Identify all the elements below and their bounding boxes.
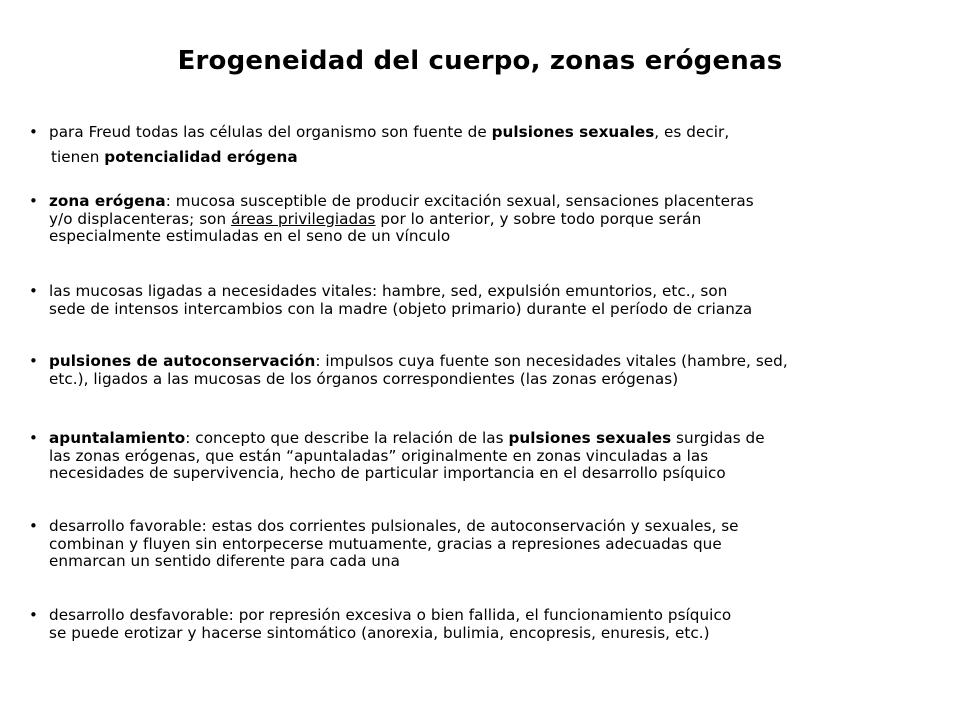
bullet-text	[49, 283, 957, 318]
text-segment: surgidas de	[671, 429, 765, 447]
text-segment: sede de intensos intercambios con la madre (objeto primario) durante el período de crianza	[49, 299, 753, 318]
text-line	[49, 124, 957, 142]
text-line	[49, 283, 957, 301]
bullet-dot-icon: •	[29, 192, 38, 210]
text-line	[49, 536, 957, 554]
underlined-phrase: áreas privilegiadas	[231, 209, 376, 228]
bullet-text	[49, 353, 957, 388]
text-segment: etc.), ligados a las mucosas de los órganos correspondientes (las zonas erógenas)	[49, 369, 679, 388]
bullet-dot-icon: •	[29, 123, 38, 141]
bullet-text	[49, 124, 957, 166]
slide-title: Erogeneidad del cuerpo, zonas erógenas	[177, 46, 783, 77]
text-segment: especialmente estimuladas en el seno de un vínculo	[49, 227, 451, 245]
text-segment: necesidades de supervivencia, hecho de particular importancia en el desarrollo psíquico	[49, 464, 726, 482]
text-segment: enmarcan un sentido diferente para cada una	[49, 552, 401, 570]
text-segment: por lo anterior, y sobre todo porque serán	[375, 209, 702, 228]
text-line	[49, 228, 957, 246]
text-segment: para Freud todas las células del organismo son fuente de	[49, 123, 492, 141]
emphasized-term: apuntalamiento	[49, 429, 186, 447]
text-segment: : concepto que describe la relación de las	[185, 429, 509, 447]
text-segment: tienen	[51, 147, 105, 166]
text-line	[49, 518, 957, 536]
bullet-text	[49, 430, 957, 483]
bullet-dot-icon: •	[29, 429, 38, 447]
text-line	[49, 371, 957, 389]
emphasized-term: potencialidad erógena	[104, 147, 298, 166]
text-line	[49, 430, 957, 448]
text-segment: , es decir,	[654, 123, 730, 141]
text-line	[49, 149, 957, 167]
text-line	[49, 625, 957, 643]
text-segment: desarrollo favorable: estas dos corrientes pulsionales, de autoconservación y sexuales, se	[49, 517, 739, 535]
text-segment: y/o displacenteras; son	[49, 209, 232, 228]
text-segment: combinan y fluyen sin entorpecerse mutuamente, gracias a represiones adecuadas que	[49, 534, 722, 553]
emphasized-term: pulsiones de autoconservación	[49, 352, 316, 370]
bullet-text	[49, 518, 957, 571]
bullet-dot-icon: •	[29, 352, 38, 370]
emphasized-term: zona erógena	[49, 192, 166, 210]
text-line	[49, 301, 957, 319]
bullet-text	[49, 193, 957, 246]
text-line	[49, 193, 957, 211]
text-segment: : mucosa susceptible de producir excitación sexual, sensaciones placenteras	[165, 192, 754, 210]
bullet-dot-icon: •	[29, 517, 38, 535]
bullet-text	[49, 607, 957, 642]
emphasized-term: pulsiones sexuales	[491, 123, 655, 141]
text-segment: : impulsos cuya fuente son necesidades vitales (hambre, sed,	[315, 352, 788, 370]
text-line	[49, 465, 957, 483]
text-line	[49, 448, 957, 466]
text-segment: las mucosas ligadas a necesidades vitales: hambre, sed, expulsión emuntorios, etc., son	[49, 282, 728, 300]
text-segment: desarrollo desfavorable: por represión excesiva o bien fallida, el funcionamiento psíquico	[49, 606, 732, 624]
text-segment: se puede erotizar y hacerse sintomático (anorexia, bulimia, encopresis, enuresis, etc.)	[49, 623, 710, 642]
text-segment: las zonas erógenas, que están “apuntaladas” originalmente en zonas vinculadas a las	[49, 446, 709, 465]
text-line	[49, 353, 957, 371]
bullet-dot-icon: •	[29, 606, 38, 624]
text-line	[49, 553, 957, 571]
text-line	[49, 211, 957, 229]
text-line	[49, 607, 957, 625]
bullet-dot-icon: •	[29, 282, 38, 300]
emphasized-term: pulsiones sexuales	[508, 429, 672, 447]
